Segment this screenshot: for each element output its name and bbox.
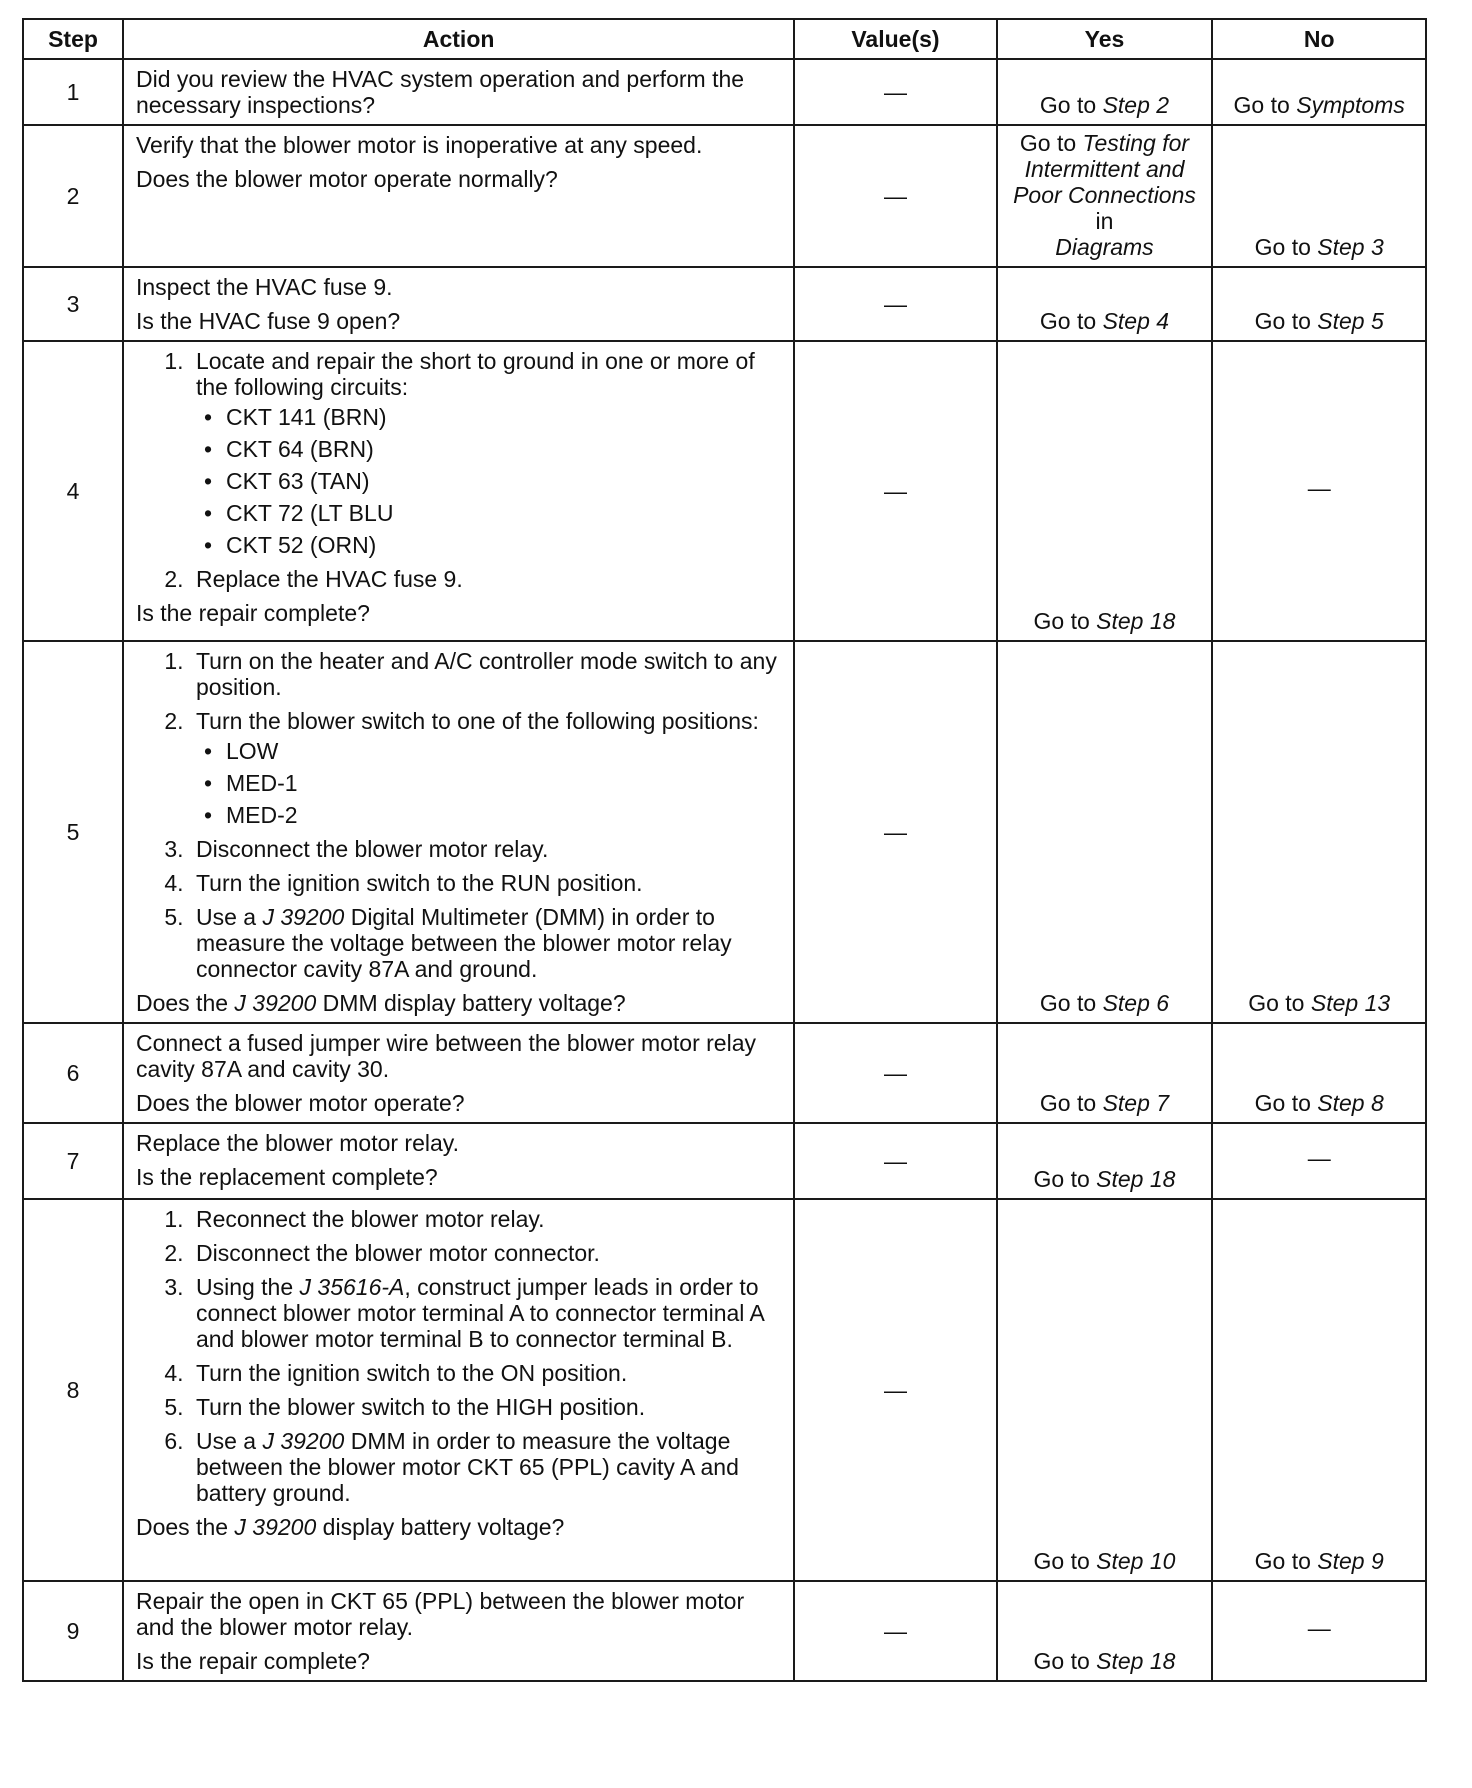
action-cell: [123, 125, 794, 267]
list-item-text: Locate and repair the short to ground in one or more of the following circuits:: [195, 348, 755, 400]
step-number: 7: [23, 1123, 123, 1199]
text-post: , construct jumper leads in order to connect blower motor terminal A to connector terminal A and blower motor terminal B to connector terminal B.: [195, 1274, 764, 1352]
tool-name: J 35616-A: [299, 1274, 405, 1300]
value-cell: —: [794, 1199, 996, 1581]
no-cell: [1212, 267, 1426, 341]
step-number: 1: [23, 59, 123, 125]
yes-prefix: Go to: [1039, 92, 1103, 118]
question-text: [136, 990, 785, 1016]
yes-prefix: Go to: [1039, 990, 1103, 1016]
header-step: Step: [23, 19, 123, 59]
circuit-list: [196, 404, 785, 558]
question-text: Is the repair complete?: [135, 1648, 370, 1674]
text-post: Digital Multimeter (DMM) in order to measure the voltage between the blower motor relay connector cavity 87A and ground.: [195, 904, 732, 982]
bullet-item: • MED-2: [226, 802, 785, 828]
text-post: display battery voltage?: [316, 1514, 565, 1540]
list-item: [190, 1274, 785, 1352]
text-pre: Use a: [195, 1428, 263, 1454]
yes-cell: [997, 341, 1213, 641]
yes-cell: [997, 1581, 1213, 1681]
tool-name: J 39200: [262, 1428, 345, 1454]
instruction-list: [136, 348, 785, 592]
action-text: Inspect the HVAC fuse 9.: [135, 274, 393, 300]
list-item: 1. Turn on the heater and A/C controller mode switch to any position.: [190, 648, 785, 700]
bullet-item: • CKT 72 (LT BLU: [226, 500, 785, 526]
no-link[interactable]: Step 5: [1317, 308, 1384, 334]
action-cell: [123, 1123, 794, 1199]
action-text: Replace the blower motor relay.: [135, 1130, 459, 1156]
yes-link[interactable]: Step 4: [1102, 308, 1170, 334]
value-cell: —: [794, 1123, 996, 1199]
no-link[interactable]: Step 13: [1310, 990, 1391, 1016]
table-row: [23, 125, 1426, 267]
yes-mid: in: [1095, 208, 1114, 234]
yes-link[interactable]: Step 6: [1102, 990, 1170, 1016]
yes-link[interactable]: Step 18: [1096, 608, 1176, 634]
header-values: Value(s): [794, 19, 996, 59]
tool-name: J 39200: [262, 904, 345, 930]
value-cell: —: [794, 267, 996, 341]
no-prefix: Go to: [1248, 990, 1311, 1016]
action-cell: [123, 341, 794, 641]
question-text: Does the blower motor operate normally?: [135, 166, 558, 192]
text-pre: Does the: [135, 1514, 235, 1540]
text-pre: Does the: [135, 990, 235, 1016]
yes-cell: [997, 59, 1213, 125]
no-link[interactable]: Step 8: [1317, 1090, 1384, 1116]
value-cell: —: [794, 641, 996, 1023]
table-row: [23, 1581, 1426, 1681]
bullet-item: • CKT 63 (TAN): [226, 468, 785, 494]
list-item: 1. Reconnect the blower motor relay.: [190, 1206, 785, 1232]
value-cell: —: [794, 341, 996, 641]
list-item: [190, 904, 785, 982]
table-row: [23, 341, 1426, 641]
bullet-item: • MED-1: [226, 770, 785, 796]
question-text: [136, 1514, 785, 1540]
question-text: Is the repair complete?: [135, 600, 370, 626]
no-prefix: Go to: [1254, 1090, 1318, 1116]
list-item: 2. Disconnect the blower motor connector.: [190, 1240, 785, 1266]
action-text: Connect a fused jumper wire between the blower motor relay cavity 87A and cavity 30.: [135, 1030, 757, 1082]
step-number: 2: [23, 125, 123, 267]
list-item: [190, 348, 785, 558]
action-cell: [123, 1199, 794, 1581]
action-cell: [123, 641, 794, 1023]
yes-cell: [997, 1123, 1213, 1199]
no-cell: [1212, 1199, 1426, 1581]
yes-link[interactable]: Step 7: [1102, 1090, 1170, 1116]
table-row: [23, 1123, 1426, 1199]
header-yes: Yes: [997, 19, 1213, 59]
yes-link[interactable]: Step 2: [1102, 92, 1170, 118]
yes-prefix: Go to: [1033, 1166, 1097, 1192]
yes-link-2[interactable]: Diagrams: [1055, 234, 1154, 260]
text-pre: Using the: [195, 1274, 300, 1300]
value-cell: —: [794, 125, 996, 267]
yes-link[interactable]: Testing for Intermittent and Poor Connections: [1013, 130, 1196, 208]
tool-name: J 39200: [234, 990, 317, 1016]
no-cell: —: [1212, 1581, 1426, 1681]
list-item: 2. Replace the HVAC fuse 9.: [190, 566, 785, 592]
step-number: 3: [23, 267, 123, 341]
yes-link[interactable]: Step 18: [1096, 1166, 1176, 1192]
step-number: 5: [23, 641, 123, 1023]
list-item-text: Turn the blower switch to one of the following positions:: [195, 708, 759, 734]
yes-cell: [997, 1199, 1213, 1581]
yes-cell: [997, 125, 1213, 267]
instruction-list: [136, 1206, 785, 1506]
action-cell: [123, 1581, 794, 1681]
no-link[interactable]: Step 9: [1317, 1548, 1384, 1574]
bullet-item: • CKT 141 (BRN): [226, 404, 785, 430]
yes-prefix: Go to: [1033, 1648, 1097, 1674]
bullet-item: • CKT 64 (BRN): [226, 436, 785, 462]
list-item: 3. Disconnect the blower motor relay.: [190, 836, 785, 862]
table-row: [23, 641, 1426, 1023]
no-prefix: Go to: [1254, 308, 1318, 334]
no-link[interactable]: Step 3: [1317, 234, 1384, 260]
value-cell: —: [794, 1581, 996, 1681]
yes-link[interactable]: Step 18: [1096, 1648, 1176, 1674]
table-row: [23, 1199, 1426, 1581]
question-text: Is the HVAC fuse 9 open?: [135, 308, 401, 334]
action-text: Repair the open in CKT 65 (PPL) between the blower motor and the blower motor relay.: [135, 1588, 745, 1640]
yes-prefix: Go to: [1039, 308, 1103, 334]
action-cell: [123, 59, 794, 125]
table-row: [23, 267, 1426, 341]
list-item: 4. Turn the ignition switch to the RUN position.: [190, 870, 785, 896]
step-number: 9: [23, 1581, 123, 1681]
header-row: [23, 19, 1426, 59]
list-item: 4. Turn the ignition switch to the ON position.: [190, 1360, 785, 1386]
no-prefix: Go to: [1233, 92, 1297, 118]
diagnostic-table: [22, 18, 1427, 1682]
yes-prefix: Go to: [1033, 1548, 1097, 1574]
value-cell: —: [794, 1023, 996, 1123]
action-cell: [123, 1023, 794, 1123]
no-prefix: Go to: [1254, 234, 1318, 260]
yes-prefix: Go to: [1039, 1090, 1103, 1116]
table-row: [23, 59, 1426, 125]
action-text: Did you review the HVAC system operation and perform the necessary inspections?: [135, 66, 745, 118]
action-text: Verify that the blower motor is inoperative at any speed.: [135, 132, 703, 158]
list-item: 5. Turn the blower switch to the HIGH position.: [190, 1394, 785, 1420]
yes-link[interactable]: Step 10: [1096, 1548, 1176, 1574]
step-number: 6: [23, 1023, 123, 1123]
question-text: Is the replacement complete?: [135, 1164, 438, 1190]
question-text: Does the blower motor operate?: [135, 1090, 465, 1116]
no-cell: [1212, 59, 1426, 125]
header-no: No: [1212, 19, 1426, 59]
yes-cell: [997, 1023, 1213, 1123]
no-cell: [1212, 1023, 1426, 1123]
action-cell: [123, 267, 794, 341]
no-cell: —: [1212, 341, 1426, 641]
yes-prefix: Go to: [1019, 130, 1083, 156]
list-item: [190, 1428, 785, 1506]
yes-cell: [997, 641, 1213, 1023]
no-prefix: Go to: [1254, 1548, 1318, 1574]
no-cell: [1212, 125, 1426, 267]
yes-prefix: Go to: [1033, 608, 1097, 634]
no-cell: —: [1212, 1123, 1426, 1199]
value-cell: —: [794, 59, 996, 125]
no-cell: [1212, 641, 1426, 1023]
text-post: DMM display battery voltage?: [316, 990, 626, 1016]
yes-cell: [997, 267, 1213, 341]
table-row: [23, 1023, 1426, 1123]
instruction-list: [136, 648, 785, 982]
step-number: 4: [23, 341, 123, 641]
text-post: DMM in order to measure the voltage between the blower motor CKT 65 (PPL) cavity A and battery ground.: [195, 1428, 739, 1506]
bullet-item: • CKT 52 (ORN): [226, 532, 785, 558]
step-number: 8: [23, 1199, 123, 1581]
list-item: [190, 708, 785, 828]
header-action: Action: [123, 19, 794, 59]
tool-name: J 39200: [234, 1514, 317, 1540]
no-link[interactable]: Symptoms: [1296, 92, 1405, 118]
bullet-item: • LOW: [226, 738, 785, 764]
position-list: [196, 738, 785, 828]
text-pre: Use a: [195, 904, 263, 930]
